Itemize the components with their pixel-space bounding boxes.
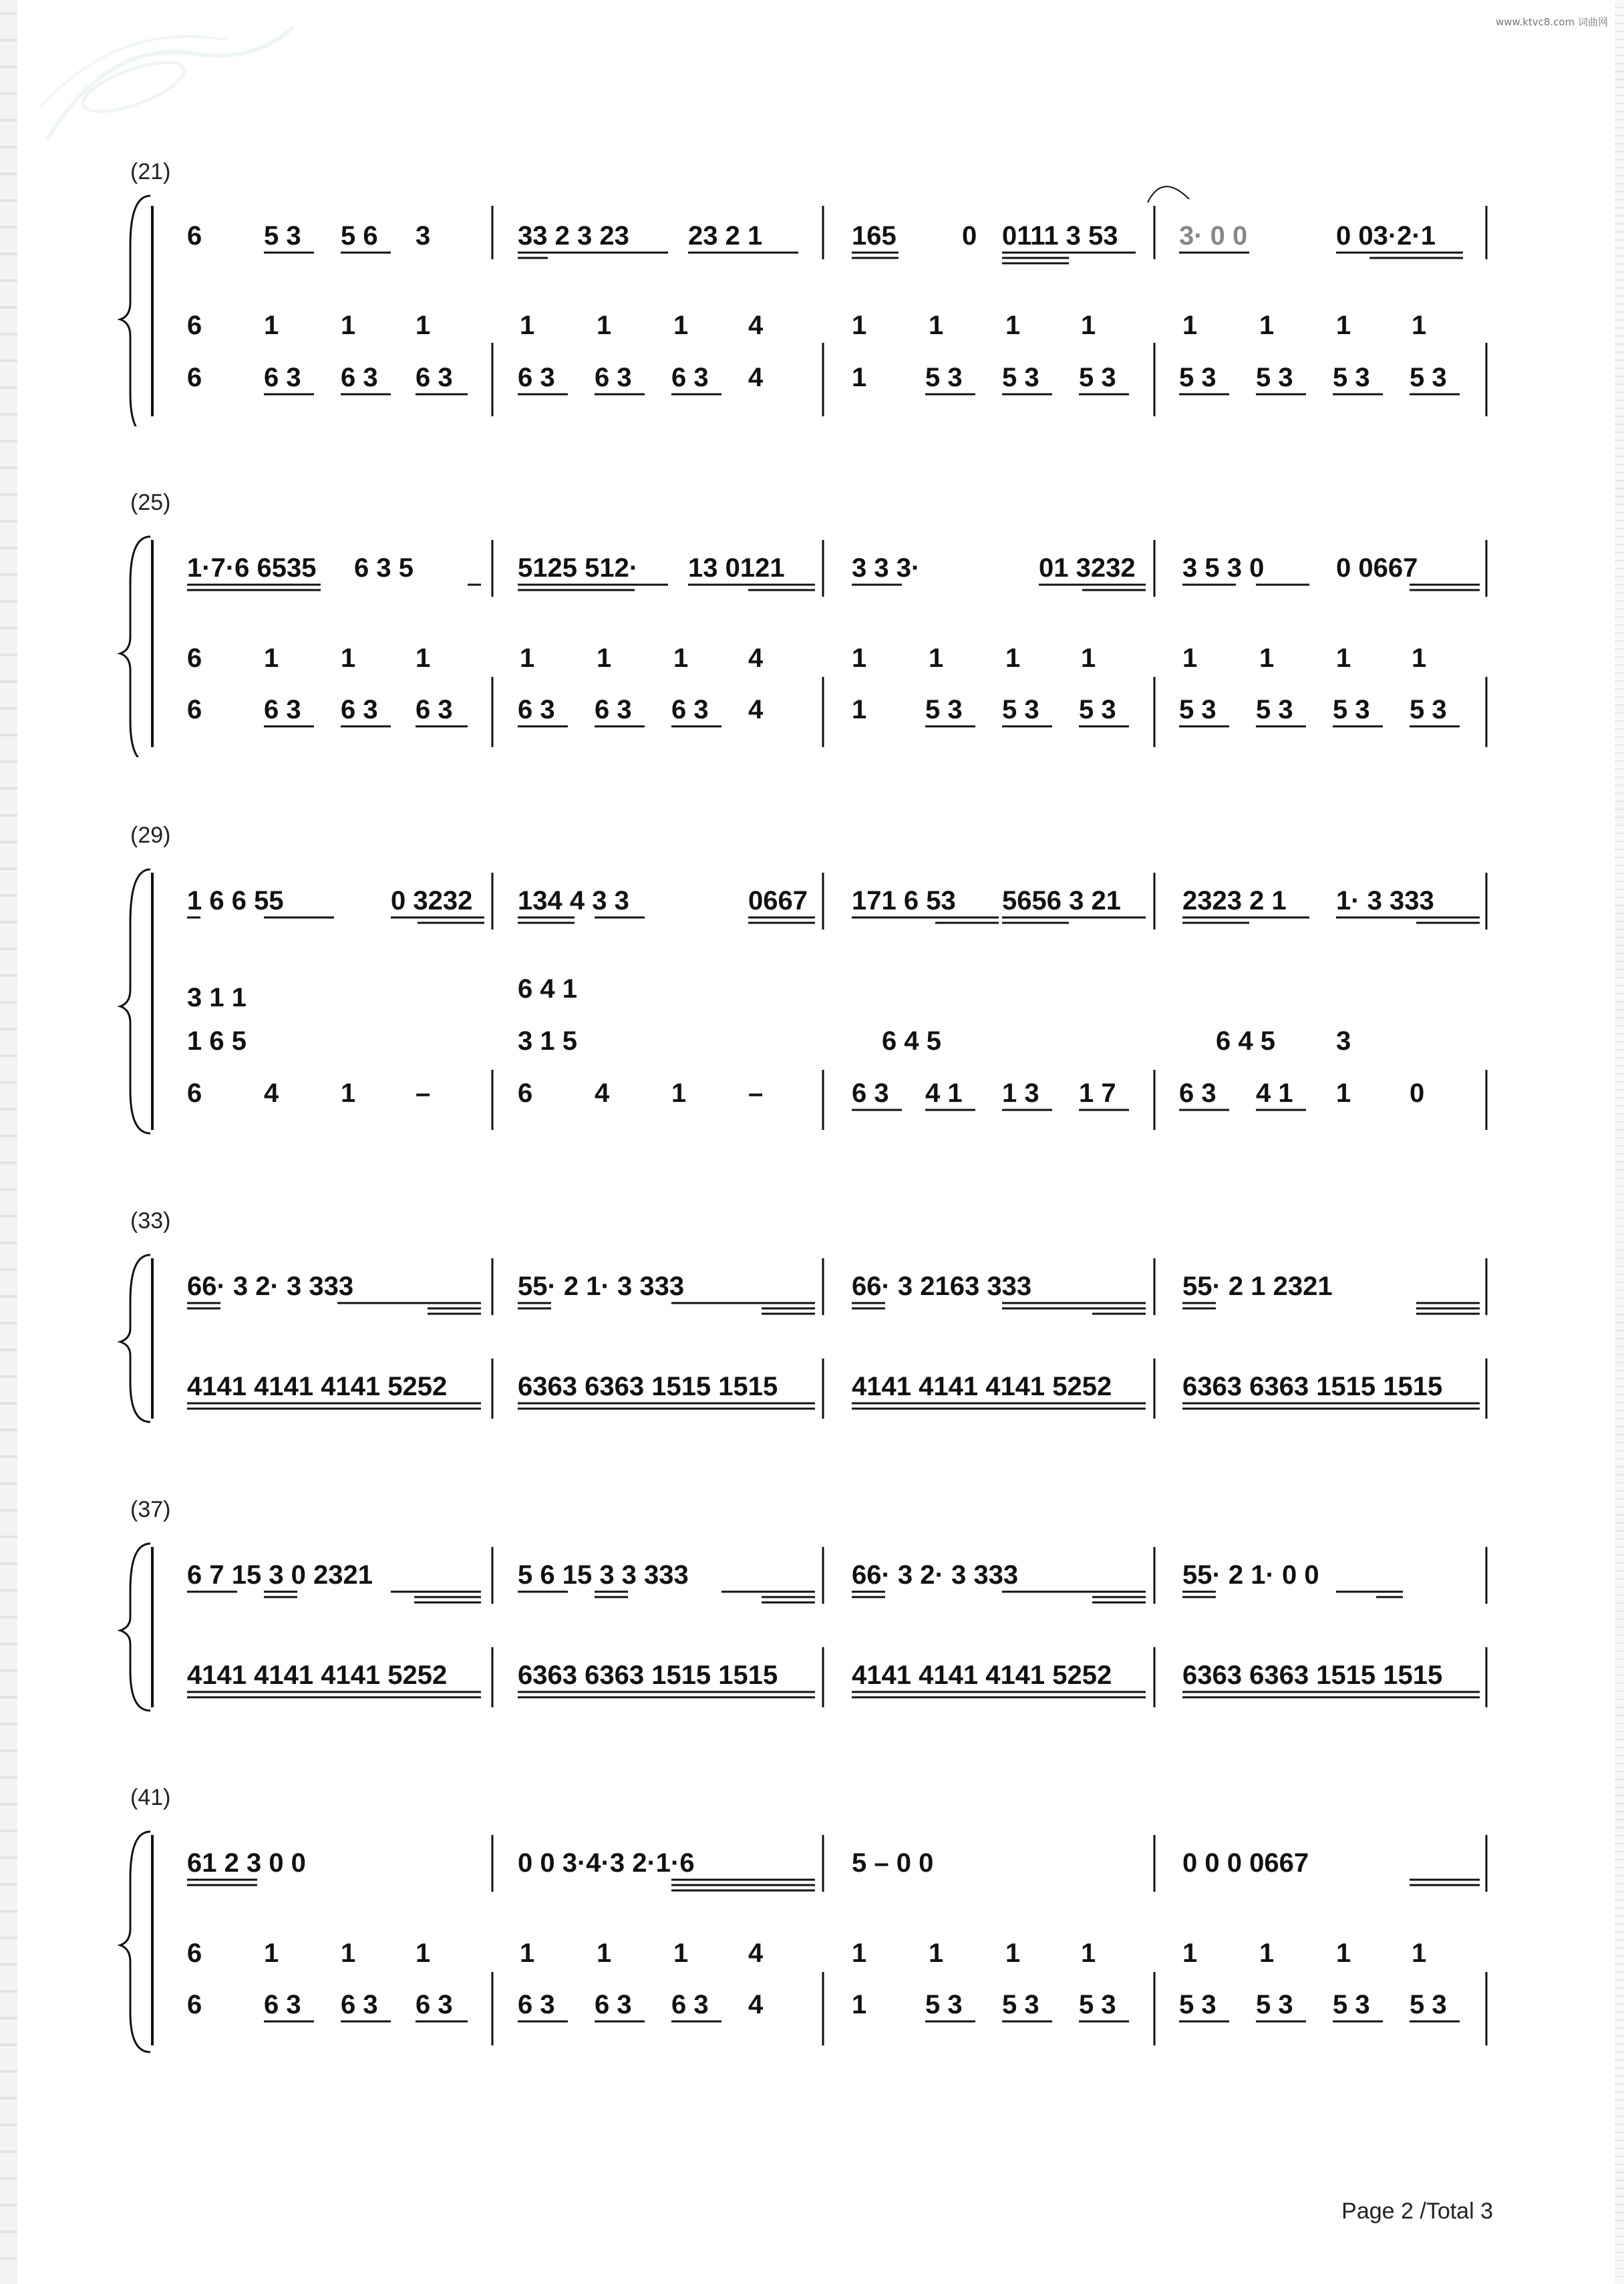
upper-chord: 6 4 5: [882, 1026, 941, 1056]
chord-note: 1: [1259, 1939, 1275, 1968]
bass-note: 6 3: [595, 1990, 632, 2019]
bass-note: 6: [187, 1990, 202, 2019]
melody-note: 1 6 6 55: [187, 886, 284, 915]
bass-note: 4 1: [1256, 1079, 1293, 1108]
chord-note: 1: [929, 1939, 944, 1968]
melody-note: 5 6: [341, 221, 378, 251]
bass-note: 4: [748, 695, 764, 724]
bass-note: 0: [1410, 1079, 1425, 1108]
bass-note: –: [416, 1079, 431, 1108]
bass-note: –: [748, 1079, 764, 1108]
melody-note: 66· 3 2163 333: [852, 1272, 1032, 1301]
melody-note: 2323 2 1: [1182, 886, 1287, 915]
melody-note: 0 0667: [1336, 553, 1418, 583]
chord-note: 1: [520, 1939, 535, 1968]
melody-note: 0 3232: [391, 886, 473, 915]
measure-number: (21): [130, 159, 171, 184]
bass-note: 5 3: [925, 363, 963, 392]
chord-note: 1: [1336, 644, 1351, 673]
melody-note: 5656 3 21: [1002, 886, 1121, 915]
chord-note: 1: [1005, 1939, 1021, 1968]
bass-note: 6 3: [595, 695, 632, 724]
melody-note: 5 6 15 3 3 333: [518, 1560, 689, 1590]
bass-note: 5 3: [1002, 363, 1039, 392]
bass-note: 6: [187, 363, 202, 392]
chord-note: 1: [673, 311, 689, 340]
bass-note: 6 3: [264, 1990, 301, 2019]
bass-note: 6363 6363 1515 1515: [518, 1661, 778, 1690]
chord-note: 1: [1081, 311, 1096, 340]
chord-note: 1: [264, 1939, 279, 1968]
bass-note: 4141 4141 4141 5252: [187, 1372, 448, 1401]
melody-note: 0111 3 53: [1002, 221, 1118, 251]
melody-note: 3: [416, 221, 431, 251]
bass-note: 4141 4141 4141 5252: [852, 1661, 1112, 1690]
bass-note: 4: [264, 1079, 279, 1108]
score-system-37: [0, 1497, 1624, 1751]
bass-note: 6 3: [518, 363, 555, 392]
melody-note: 165: [852, 221, 897, 251]
measure-number: (25): [130, 490, 171, 515]
bass-note: 6: [187, 1079, 202, 1108]
bass-note: 1: [852, 363, 867, 392]
system-notation: [0, 823, 1624, 1143]
bass-note: 5 3: [1002, 1990, 1039, 2019]
bass-note: 5 3: [1179, 363, 1216, 392]
bass-note: 6 3: [518, 695, 555, 724]
melody-note: 3· 0 0: [1179, 221, 1248, 251]
chord-note: 1: [1336, 1939, 1351, 1968]
score-system-29: [0, 823, 1624, 1143]
chord-note: 1: [1182, 311, 1198, 340]
chord-note: 1: [597, 1939, 612, 1968]
bass-note: 5 3: [1256, 1990, 1293, 2019]
melody-note: 66· 3 2· 3 333: [187, 1272, 354, 1301]
chord-note: 1: [1412, 644, 1427, 673]
bass-note: 4141 4141 4141 5252: [187, 1661, 448, 1690]
chord-note: 1: [1412, 1939, 1427, 1968]
bass-note: 5 3: [1410, 363, 1447, 392]
watermark-logo: [27, 13, 307, 160]
melody-note: 1·7·6 6535: [187, 553, 317, 583]
page-number-footer: Page 2 /Total 3: [1341, 2198, 1493, 2224]
chord-note: 1: [1259, 644, 1275, 673]
chord-note: 1: [673, 1939, 689, 1968]
chord-note: 1: [520, 311, 535, 340]
bass-note: 6363 6363 1515 1515: [1182, 1372, 1443, 1401]
melody-note: 0 0 3·4·3 2·1·6: [518, 1848, 695, 1878]
bass-note: 6 3: [264, 695, 301, 724]
melody-note: 23 2 1: [688, 221, 763, 251]
bass-note: 5 3: [1333, 1990, 1370, 2019]
bass-note: 6 3: [671, 695, 709, 724]
bass-note: 1: [852, 1990, 867, 2019]
bass-note: 5 3: [925, 1990, 963, 2019]
chord-note: 1: [264, 311, 279, 340]
upper-chord: 6 4 1: [518, 974, 577, 1004]
bass-note: 6 3: [416, 363, 453, 392]
middle-chord: 1 6 5: [187, 1026, 247, 1056]
melody-note: 6 7 15 3 0 2321: [187, 1560, 373, 1590]
melody-note: 55· 2 1· 3 333: [518, 1272, 685, 1301]
melody-note: 33 2 3 23: [518, 221, 629, 251]
bass-note: 1: [852, 695, 867, 724]
chord-note: 1: [264, 644, 279, 673]
melody-note: 134 4 3 3: [518, 886, 629, 915]
system-notation: [0, 490, 1624, 757]
chord-note: 1: [341, 311, 356, 340]
bass-note: 6363 6363 1515 1515: [1182, 1661, 1443, 1690]
system-notation: [0, 159, 1624, 426]
melody-note: 01 3232: [1039, 553, 1136, 583]
bass-note: 5 3: [925, 695, 963, 724]
chord-note: 4: [748, 311, 764, 340]
chord-note: 1: [1259, 311, 1275, 340]
bass-note: 6 3: [671, 1990, 709, 2019]
chord-note: 4: [748, 1939, 764, 1968]
bass-note: 5 3: [1079, 1990, 1116, 2019]
melody-note: 5 – 0 0: [852, 1848, 934, 1878]
bass-note: 4: [595, 1079, 610, 1108]
system-notation: [0, 1208, 1624, 1462]
upper-chord: 6 4 5: [1216, 1026, 1275, 1056]
measure-number: (37): [130, 1497, 171, 1522]
chord-note: 1: [852, 644, 867, 673]
chord-note: 1: [929, 644, 944, 673]
chord-note: 1: [341, 644, 356, 673]
chord-note: 1: [416, 1939, 431, 1968]
bass-note: 4141 4141 4141 5252: [852, 1372, 1112, 1401]
melody-note: 66· 3 2· 3 333: [852, 1560, 1019, 1590]
melody-note: 5 3: [264, 221, 301, 251]
bass-note: 1: [671, 1079, 687, 1108]
chord-note: 1: [416, 311, 431, 340]
site-watermark-text: www.ktvc8.com 词曲网: [1495, 16, 1608, 28]
score-system-33: [0, 1208, 1624, 1462]
bass-note: 5 3: [1256, 695, 1293, 724]
melody-note: 5125 512·: [518, 553, 639, 583]
upper-chord: 3 1 1: [187, 983, 247, 1012]
measure-number: (29): [130, 823, 171, 848]
bass-note: 6: [518, 1079, 533, 1108]
system-notation: [0, 1785, 1624, 2065]
chord-note: 1: [852, 311, 867, 340]
middle-chord: 3 1 5: [518, 1026, 577, 1056]
melody-note: 3 3 3·: [852, 553, 921, 583]
chord-note: 1: [1005, 311, 1021, 340]
bass-note: 6 3: [1179, 1079, 1216, 1108]
chord-note: 1: [341, 1939, 356, 1968]
bass-note: 6 3: [518, 1990, 555, 2019]
bass-note: 5 3: [1179, 695, 1216, 724]
bass-note: 1 7: [1079, 1079, 1116, 1108]
bass-note: 4 1: [925, 1079, 963, 1108]
middle-chord: 3: [1336, 1026, 1351, 1056]
melody-note: 6: [187, 221, 202, 251]
bass-note: 5 3: [1333, 363, 1370, 392]
chord-note: 1: [852, 1939, 867, 1968]
bass-note: 6 3: [416, 695, 453, 724]
melody-note: 61 2 3 0 0: [187, 1848, 306, 1878]
bass-note: 1 3: [1002, 1079, 1039, 1108]
chord-note: 1: [673, 644, 689, 673]
chord-note: 1: [929, 311, 944, 340]
bass-note: 5 3: [1179, 1990, 1216, 2019]
melody-note: 0: [962, 221, 977, 251]
score-system-41: [0, 1785, 1624, 2065]
chord-note: 6: [187, 644, 202, 673]
bass-note: 5 3: [1079, 363, 1116, 392]
bass-note: 6 3: [341, 1990, 378, 2019]
bass-note: 4: [748, 363, 764, 392]
bass-note: 6 3: [595, 363, 632, 392]
chord-note: 1: [1005, 644, 1021, 673]
melody-note: 55· 2 1· 0 0: [1182, 1560, 1319, 1590]
melody-note: 55· 2 1 2321: [1182, 1272, 1333, 1301]
chord-note: 1: [1182, 1939, 1198, 1968]
bass-note: 5 3: [1256, 363, 1293, 392]
chord-note: 1: [416, 644, 431, 673]
chord-note: 6: [187, 311, 202, 340]
bass-note: 5 3: [1410, 1990, 1447, 2019]
score-system-21: [0, 159, 1624, 426]
bass-note: 5 3: [1410, 695, 1447, 724]
score-system-25: [0, 490, 1624, 757]
melody-note: 0 0 0 0667: [1182, 1848, 1309, 1878]
melody-note: 0667: [748, 886, 808, 915]
melody-note: 3 5 3 0: [1182, 553, 1265, 583]
bass-note: 6 3: [416, 1990, 453, 2019]
bass-note: 1: [1336, 1079, 1351, 1108]
chord-note: 1: [1412, 311, 1427, 340]
melody-note: 6 3 5: [354, 553, 414, 583]
bass-note: 4: [748, 1990, 764, 2019]
bass-note: 6363 6363 1515 1515: [518, 1372, 778, 1401]
chord-note: 1: [520, 644, 535, 673]
bass-note: 6 3: [264, 363, 301, 392]
bass-note: 6: [187, 695, 202, 724]
melody-note: 171 6 53: [852, 886, 956, 915]
bass-note: 6 3: [341, 695, 378, 724]
system-notation: [0, 1497, 1624, 1751]
bass-note: 5 3: [1079, 695, 1116, 724]
chord-note: 4: [748, 644, 764, 673]
chord-note: 6: [187, 1939, 202, 1968]
melody-note: 1· 3 333: [1336, 886, 1434, 915]
bass-note: 5 3: [1333, 695, 1370, 724]
bass-note: 6 3: [852, 1079, 889, 1108]
chord-note: 1: [1081, 644, 1096, 673]
measure-number: (41): [130, 1785, 171, 1810]
bass-note: 6 3: [341, 363, 378, 392]
bass-note: 6 3: [671, 363, 709, 392]
chord-note: 1: [597, 311, 612, 340]
chord-note: 1: [1182, 644, 1198, 673]
bass-note: 5 3: [1002, 695, 1039, 724]
chord-note: 1: [1336, 311, 1351, 340]
chord-note: 1: [597, 644, 612, 673]
chord-note: 1: [1081, 1939, 1096, 1968]
melody-note: 13 0121: [688, 553, 785, 583]
measure-number: (33): [130, 1208, 171, 1234]
bass-note: 1: [341, 1079, 356, 1108]
melody-note: 0 03·2·1: [1336, 221, 1436, 251]
